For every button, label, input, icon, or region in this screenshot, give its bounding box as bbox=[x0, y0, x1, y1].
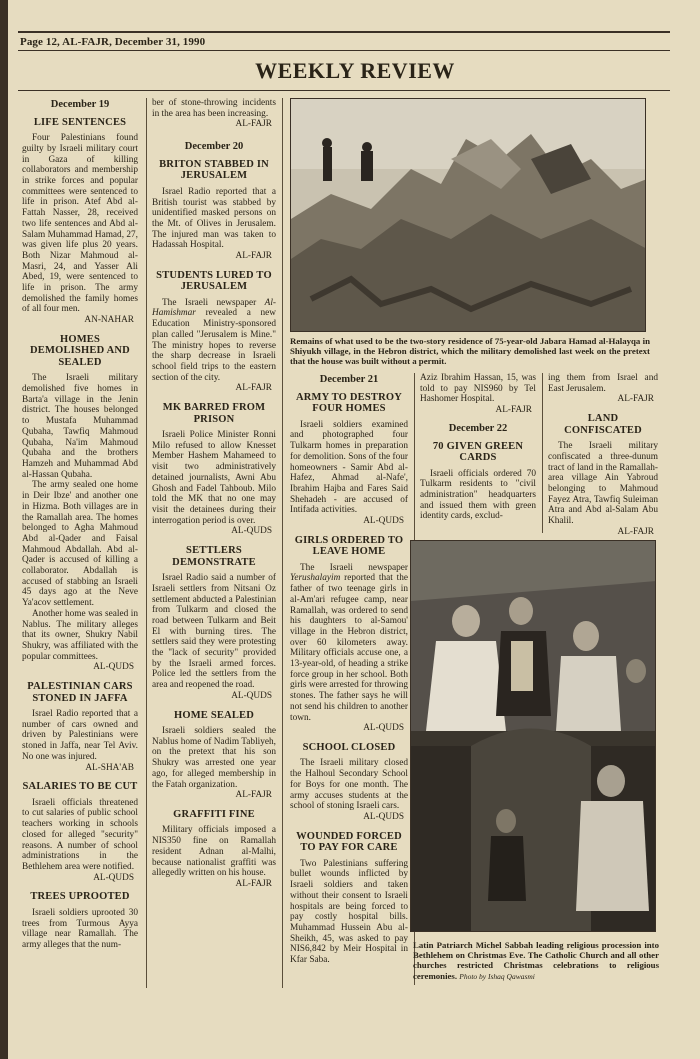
source-credit: AL-FAJR bbox=[235, 383, 272, 394]
column-2 bbox=[152, 98, 276, 898]
headline-briton-stabbed: BRITON STABBED IN JERUSALEM bbox=[159, 158, 269, 182]
page-binding bbox=[0, 0, 8, 1059]
headline-green-cards: 70 GIVEN GREEN CARDS bbox=[432, 440, 524, 464]
section-banner: WEEKLY REVIEW bbox=[255, 58, 455, 83]
headline-army-destroy-homes: ARMY TO DESTROY FOUR HOMES bbox=[295, 391, 403, 415]
article-continuation: ber of stone-throwing incidents in the area has been increasing. bbox=[152, 98, 276, 119]
photo-caption bbox=[413, 940, 659, 982]
date-heading: December 20 bbox=[184, 141, 244, 153]
article-body: The army sealed one home in Deir Ibze' and another one in Hizma. Both villages are in the Ramallah area. The homes belonged to Agha Mahmoud Abd al-Qader and Faisal Mahmoud Abdallah. Abd al-Qader is accused of killing a collaborator. Abdallah is accused of stabbing an Israeli 45 days ago at the Neve Ya'acov settlement. bbox=[22, 480, 138, 609]
procession-photo bbox=[410, 540, 656, 932]
source-credit: AL-FAJR bbox=[235, 878, 272, 889]
date-heading: December 21 bbox=[319, 374, 379, 385]
photo-credit: Photo by Ishaq Qawasmi bbox=[459, 971, 535, 981]
headline-land-confiscated: LAND CONFISCATED bbox=[564, 413, 642, 436]
headline-mk-barred: MK BARRED FROM PRISON bbox=[162, 402, 266, 425]
text-span: reported that the father of two teenage girls in al-Am'ari refugee camp, near Ramallah, was ordered to send his daughters to al-Samou' village in the Hebron district, over 60 kilometers away. Military officials accuse one, a 13-year-old, of heading a strike force group in her school. Both girls were arrested for throwing stones. The father says he will not send his children to another town. bbox=[290, 573, 408, 723]
source-credit: AN-NAHAR bbox=[84, 315, 134, 326]
procession-image bbox=[411, 541, 656, 932]
headline-life-sentences: LIFE SENTENCES bbox=[33, 116, 127, 128]
article-body: Military officials imposed a NIS350 fine on Ramallah resident Adnan al-Malhi, because nationalist graffiti was allegedly written on his house. bbox=[152, 825, 276, 879]
source-credit: AL-QUDS bbox=[363, 723, 404, 734]
column-divider bbox=[542, 373, 543, 533]
article-body: The Israeli military confiscated a three-dunum tract of land in the Ramallah-area village Ain Yabroud belonging to Mahmoud Fayez Atra, Tawfiq Suleiman Atra and Abd al-Salam Abu Khalil. bbox=[548, 441, 658, 527]
column-5 bbox=[548, 373, 658, 545]
article-body: Israeli officials threatened to cut salaries of public school teachers working in schools closed for alleged "security" reasons. A number of school administrations in the Bethlehem area were notified. bbox=[22, 797, 138, 872]
text-span: revealed a new Education Ministry-sponsored plan called "Jerusalem is Mine." The ministry hopes to reverse the sharp decrease in Israeli school field trips to the eastern section of the city. bbox=[152, 308, 276, 383]
article-body bbox=[152, 298, 276, 384]
source-credit: AL-FAJR bbox=[235, 251, 272, 262]
date-heading: December 19 bbox=[50, 99, 110, 110]
headline-school-closed: SCHOOL CLOSED bbox=[302, 741, 396, 753]
headline-settlers-demonstrate: SETTLERS DEMONSTRATE bbox=[172, 545, 256, 568]
folio-rule bbox=[18, 50, 670, 51]
photo-caption: Remains of what used to be the two-story residence of 75-year-old Jabara Hamad al-Halayqa in Shiyukh village, in the Hebron district, which the military demolished last week on the pretext that the house was built without a permit. bbox=[290, 336, 650, 367]
source-credit: AL-QUDS bbox=[93, 872, 134, 883]
headline-trees-uprooted: TREES UPROOTED bbox=[30, 891, 130, 903]
headline-home-sealed: HOME SEALED bbox=[173, 709, 255, 721]
date-heading: December 22 bbox=[448, 422, 508, 434]
headline-homes-demolished: HOMES DEMOLISHED AND SEALED bbox=[30, 333, 130, 368]
rubble-image bbox=[291, 99, 646, 332]
page-folio: Page 12, AL-FAJR, December 31, 1990 bbox=[20, 36, 206, 48]
headline-wounded-pay: WOUNDED FORCED TO PAY FOR CARE bbox=[296, 830, 402, 854]
article-body: The Israeli military closed the Halhoul Secondary School for Boys for one month. The army accuses students at the school of stoning Israeli cars. bbox=[290, 758, 408, 812]
article-continuation: ing them from Israel and East Jerusalem. bbox=[548, 373, 658, 394]
newspaper-name: Al-Hamishmar bbox=[152, 297, 276, 319]
article-body: The Israeli military demolished five homes in Barta'a village in the Jenin district. The houses belonged to Mustafa Muhammad Qubaha, Tawfiq Mahmoud Qubaha, Na'im Mahmoud Qubaha and the brothers Hamzeh and Muhammad Abd al-Hassan Qubaha. bbox=[22, 373, 138, 480]
column-divider bbox=[282, 98, 283, 988]
article-body: Two Palestinians suffering bullet wounds inflicted by Israeli soldiers and taken without their consent to Israeli hospitals are being forced to pay costly hospital bills. Muhammad Hussein Abu al-Sheikh, 45, was asked to pay NIS6,842 by Meir Hospital in Kfar Saba. bbox=[290, 858, 408, 966]
headline-graffiti-fine: GRAFFITI FINE bbox=[173, 808, 255, 820]
source-credit: AL-FAJR bbox=[235, 119, 272, 130]
article-body: Another home was sealed in Nablus. The military alleges that its owner, Shukry Nabil Shukry, was affiliated with the popular committees. bbox=[22, 608, 138, 662]
article-body: Israel Radio said a number of Israeli settlers from Nitsani Oz settlement abducted a Palestinian from Tulkarm and closed the road between Tulkarm and Beit El with burning tires. The settlers said they were protesting the "lack of security" provided by the Israeli armed forces. Police led the settlers from the area and reopened the road. bbox=[152, 573, 276, 691]
article-body: Four Palestinians found guilty by Israeli military court in Gaza of killing collaborators and membership in strike forces and popular committees were sentenced to life in prison. Atef Abd al-Fattah Nasser, 28, received two life sentences and Abd al-Salam Muhammad Hamad, 27, was given life plus 20 years. Both Nizar Mahmoud al-Masri, 24, and Yasser Ali Abed, 19, were sentenced to life in prison. The army demolished the family homes of all four men. bbox=[22, 133, 138, 315]
banner-rule bbox=[18, 90, 670, 91]
article-body: Israeli soldiers sealed the Nablus home of Nadim Tabliyeh, on the pretext that his son Shukry was arrested one year ago, for alleged membership in the Fatah organization. bbox=[152, 726, 276, 790]
source-credit: AL-QUDS bbox=[363, 812, 404, 822]
article-body: Israeli Police Minister Ronni Milo refused to allow Knesset Member Hashem Mahameed to visit two administratively detained journalists, Awni Abu Ghosh and Fadel Tahboub. Milo told the MK that no one may visit the detainees during their interrogation period is over. bbox=[152, 430, 276, 526]
article-body: Israel Radio reported that a number of cars owned and driven by Palestinians were stoned in Jaffa, near Tel Aviv. No one was injured. bbox=[22, 709, 138, 762]
headline-girls-ordered: GIRLS ORDERED TO LEAVE HOME bbox=[294, 534, 404, 558]
headline-students-lured: STUDENTS LURED TO JERUSALEM bbox=[156, 269, 272, 293]
column-1 bbox=[22, 98, 138, 951]
headline-cars-stoned: PALESTINIAN CARS STONED IN JAFFA bbox=[27, 681, 133, 704]
column-divider bbox=[146, 98, 147, 988]
article-body: Israeli soldiers uprooted 30 trees from Turmous Ayya village near Ramallah. The army alleges that the num- bbox=[22, 907, 138, 950]
source-credit: AL-FAJR bbox=[617, 394, 654, 405]
source-credit: AL-FAJR bbox=[617, 526, 654, 537]
column-3 bbox=[290, 373, 408, 966]
top-rule bbox=[18, 31, 670, 33]
headline-salaries-cut: SALARIES TO BE CUT bbox=[22, 781, 138, 793]
column-4 bbox=[420, 373, 536, 522]
article-body: Israeli soldiers examined and photographed four Tulkarm homes in preparation for demolition. Sons of the four homeowners - Samir Abd al-Hafez, Ahmad al-Nafe', Ibrahim Hajba and Fares Said Shehadeh - are accused of Intifada activities. bbox=[290, 419, 408, 516]
article-body: Israel Radio reported that a British tourist was stabbed by unidentified masked persons on the Mt. of Olives in Jerusalem. The injured man was taken to Hadassah Hospital. bbox=[152, 186, 276, 251]
source-credit: AL-QUDS bbox=[93, 662, 134, 673]
source-credit: AL-QUDS bbox=[231, 526, 272, 537]
text-span: The Israeli newspaper bbox=[300, 562, 408, 573]
source-credit: AL-FAJR bbox=[235, 790, 272, 801]
source-credit: AL-QUDS bbox=[363, 516, 404, 527]
newspaper-page bbox=[10, 0, 700, 1059]
text-span: The Israeli newspaper bbox=[162, 297, 265, 308]
source-credit: AL-FAJR bbox=[495, 405, 532, 416]
article-body: Israeli officials ordered 70 Tulkarm residents to "civil administration" headquarters and issued them with green identity cards, exclud- bbox=[420, 468, 536, 522]
source-credit: AL-SHA'AB bbox=[85, 762, 134, 773]
source-credit: AL-QUDS bbox=[231, 690, 272, 701]
article-body bbox=[290, 563, 408, 724]
demolished-house-photo bbox=[290, 98, 646, 332]
caption-text: Latin Patriarch Michel Sabbah leading religious procession into Bethlehem on Christmas Eve. The Catholic Church and all other churches restricted Christmas celebrations to religious ceremonies. bbox=[413, 940, 659, 981]
article-continuation: Aziz Ibrahim Hassan, 15, was told to pay NIS960 by Tel Hashomer Hospital. bbox=[420, 373, 536, 405]
newspaper-name: Yerushalayim bbox=[290, 573, 341, 584]
